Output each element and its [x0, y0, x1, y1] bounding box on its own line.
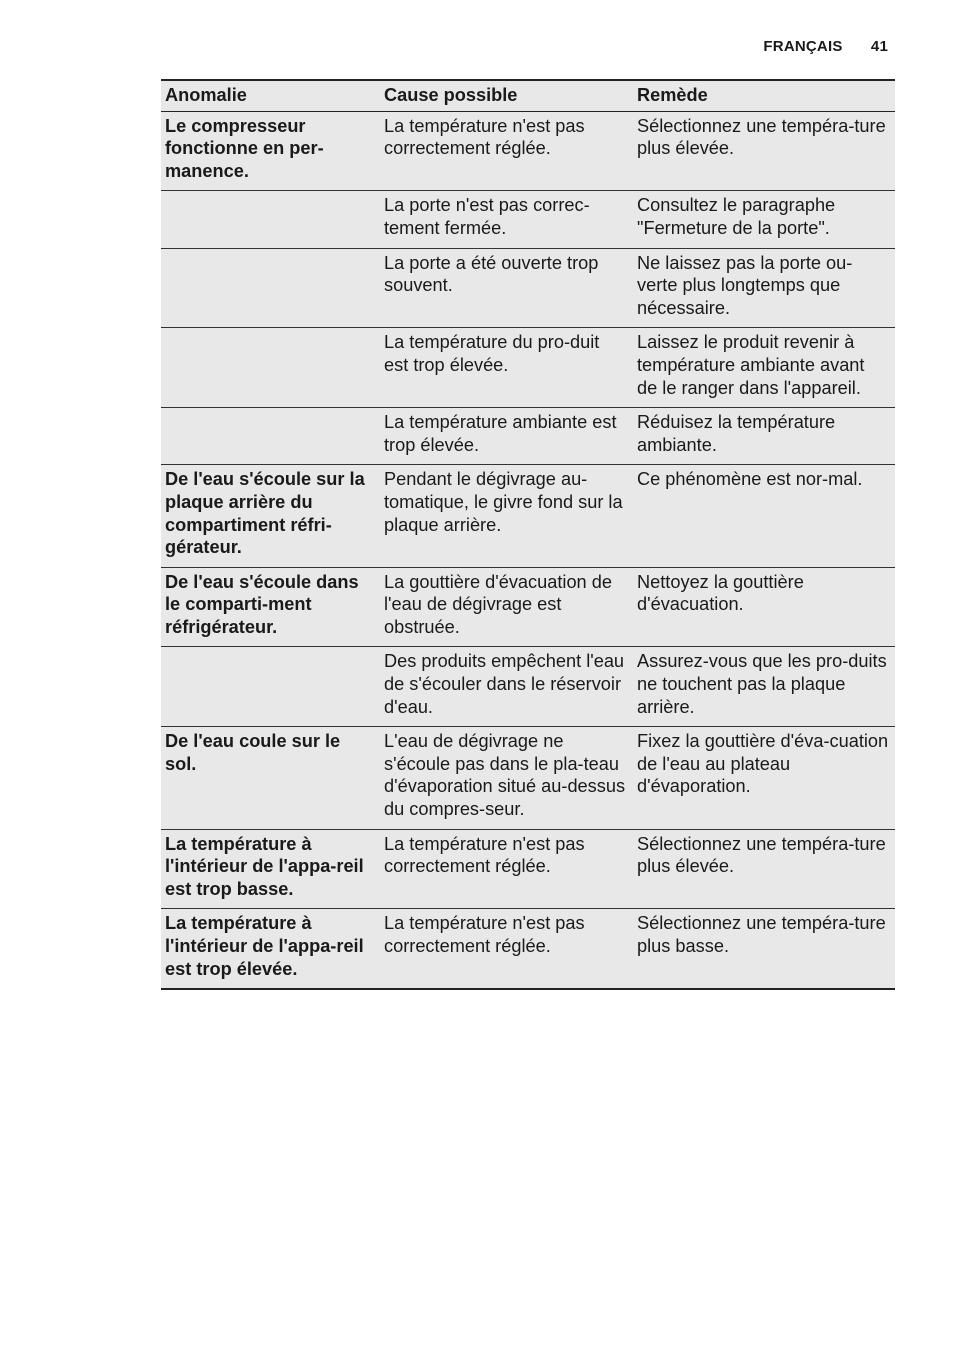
anomaly-cell: La température à l'intérieur de l'appa-reil est trop basse.: [161, 829, 380, 909]
column-header-anomaly: Anomalie: [161, 80, 380, 111]
table-row: [161, 408, 895, 465]
cause-cell: La porte n'est pas correc-tement fermée.: [380, 191, 633, 248]
anomaly-cell: De l'eau s'écoule dans le comparti-ment réfrigérateur.: [161, 567, 380, 647]
remedy-cell: Ce phénomène est nor-mal.: [633, 465, 895, 567]
cause-cell: La température n'est pas correctement réglée.: [380, 111, 633, 191]
remedy-cell: Ne laissez pas la porte ou-verte plus longtemps que nécessaire.: [633, 248, 895, 328]
table-row: [161, 727, 895, 829]
remedy-cell: Réduisez la température ambiante.: [633, 408, 895, 465]
page-header: [763, 38, 888, 55]
table-row: [161, 909, 895, 989]
anomaly-cell: De l'eau s'écoule sur la plaque arrière du compartiment réfri-gérateur.: [161, 465, 380, 567]
table-header-row: [161, 80, 895, 111]
section-language: FRANÇAIS: [763, 38, 843, 55]
table-row: [161, 829, 895, 909]
remedy-cell: Consultez le paragraphe "Fermeture de la porte".: [633, 191, 895, 248]
table-row: [161, 567, 895, 647]
cause-cell: La gouttière d'évacuation de l'eau de dégivrage est obstruée.: [380, 567, 633, 647]
table-row: [161, 647, 895, 727]
cause-cell: La température n'est pas correctement réglée.: [380, 909, 633, 989]
troubleshooting-table: [161, 79, 895, 990]
cause-cell: La porte a été ouverte trop souvent.: [380, 248, 633, 328]
remedy-cell: Fixez la gouttière d'éva-cuation de l'eau au plateau d'évaporation.: [633, 727, 895, 829]
cause-cell: La température n'est pas correctement réglée.: [380, 829, 633, 909]
table-row: [161, 465, 895, 567]
anomaly-cell: La température à l'intérieur de l'appa-reil est trop élevée.: [161, 909, 380, 989]
anomaly-cell: [161, 647, 380, 727]
page-number: 41: [870, 38, 888, 55]
table-row: [161, 111, 895, 191]
anomaly-cell: [161, 191, 380, 248]
anomaly-cell: De l'eau coule sur le sol.: [161, 727, 380, 829]
remedy-cell: Sélectionnez une tempéra-ture plus élevée.: [633, 111, 895, 191]
anomaly-cell: [161, 248, 380, 328]
cause-cell: Des produits empêchent l'eau de s'écouler dans le réservoir d'eau.: [380, 647, 633, 727]
anomaly-cell: Le compresseur fonctionne en per-manence.: [161, 111, 380, 191]
table-row: [161, 328, 895, 408]
cause-cell: L'eau de dégivrage ne s'écoule pas dans le pla-teau d'évaporation situé au-dessus du compres-seur.: [380, 727, 633, 829]
remedy-cell: Nettoyez la gouttière d'évacuation.: [633, 567, 895, 647]
cause-cell: Pendant le dégivrage au-tomatique, le givre fond sur la plaque arrière.: [380, 465, 633, 567]
remedy-cell: Assurez-vous que les pro-duits ne touchent pas la plaque arrière.: [633, 647, 895, 727]
column-header-remedy: Remède: [633, 80, 895, 111]
table-row: [161, 248, 895, 328]
remedy-cell: Laissez le produit revenir à température ambiante avant de le ranger dans l'appareil.: [633, 328, 895, 408]
anomaly-cell: [161, 408, 380, 465]
remedy-cell: Sélectionnez une tempéra-ture plus basse.: [633, 909, 895, 989]
cause-cell: La température ambiante est trop élevée.: [380, 408, 633, 465]
column-header-cause: Cause possible: [380, 80, 633, 111]
remedy-cell: Sélectionnez une tempéra-ture plus élevée.: [633, 829, 895, 909]
table-row: [161, 191, 895, 248]
cause-cell: La température du pro-duit est trop élevée.: [380, 328, 633, 408]
anomaly-cell: [161, 328, 380, 408]
